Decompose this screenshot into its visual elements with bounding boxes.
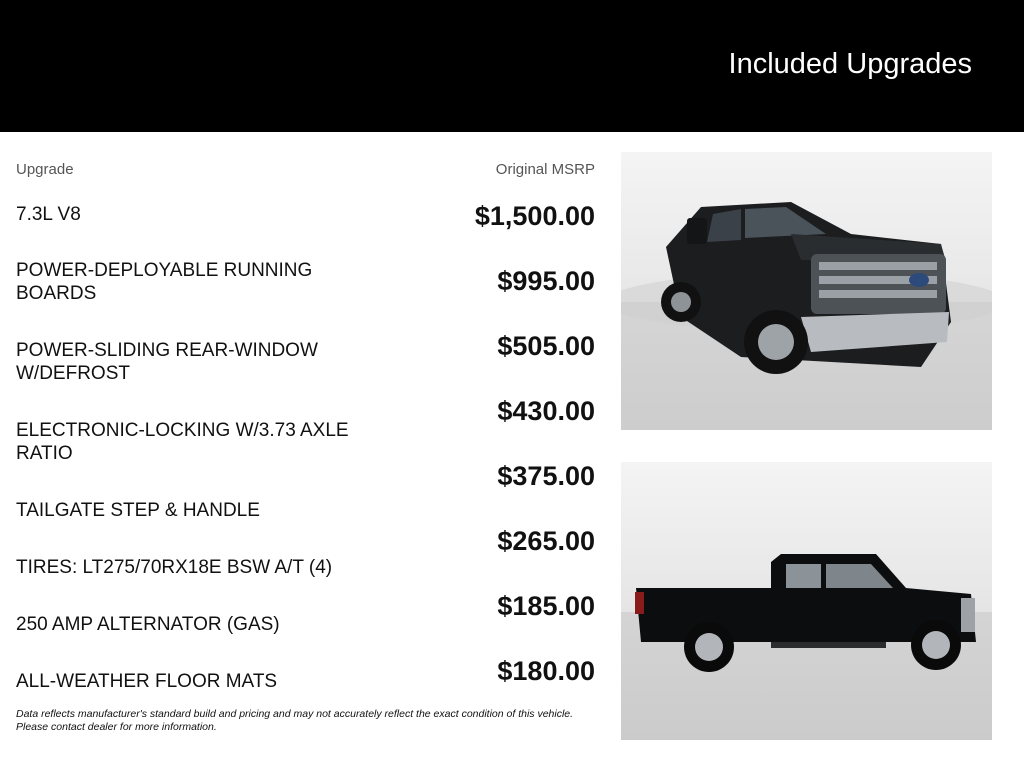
msrp-price: $1,500.00 (474, 201, 595, 231)
upgrade-item: POWER-DEPLOYABLE RUNNING BOARDS (16, 260, 313, 304)
msrp-price: $375.00 (497, 461, 595, 491)
page-title: Included Upgrades (728, 48, 972, 80)
upgrade-item: POWER-SLIDING REAR-WINDOW W/DEFROST (16, 340, 318, 384)
upgrade-column-header: Upgrade (16, 161, 74, 178)
upgrade-item: ALL-WEATHER FLOOR MATS (16, 671, 278, 692)
msrp-price: $995.00 (497, 266, 595, 296)
header-banner (0, 0, 1024, 132)
upgrade-item: 7.3L V8 (16, 204, 81, 225)
msrp-price: $180.00 (497, 656, 595, 686)
msrp-price: $430.00 (497, 396, 595, 426)
msrp-column-header: Original MSRP (495, 161, 595, 178)
truck-front-photo (621, 152, 992, 430)
upgrade-item: 250 AMP ALTERNATOR (GAS) (16, 614, 280, 635)
msrp-price: $185.00 (497, 591, 595, 621)
upgrade-item: TIRES: LT275/70RX18E BSW A/T (4) (16, 557, 333, 578)
truck-side-photo (621, 462, 992, 740)
upgrade-item: TAILGATE STEP & HANDLE (16, 500, 260, 521)
msrp-price: $265.00 (497, 526, 595, 556)
upgrade-item: ELECTRONIC-LOCKING W/3.73 AXLE RATIO (16, 420, 349, 464)
msrp-price: $505.00 (497, 331, 595, 361)
disclaimer-text: Data reflects manufacturer's standard build and pricing and may not accurately reflect the exact condition of this vehicle. Please contact dealer for more information. (16, 708, 574, 733)
